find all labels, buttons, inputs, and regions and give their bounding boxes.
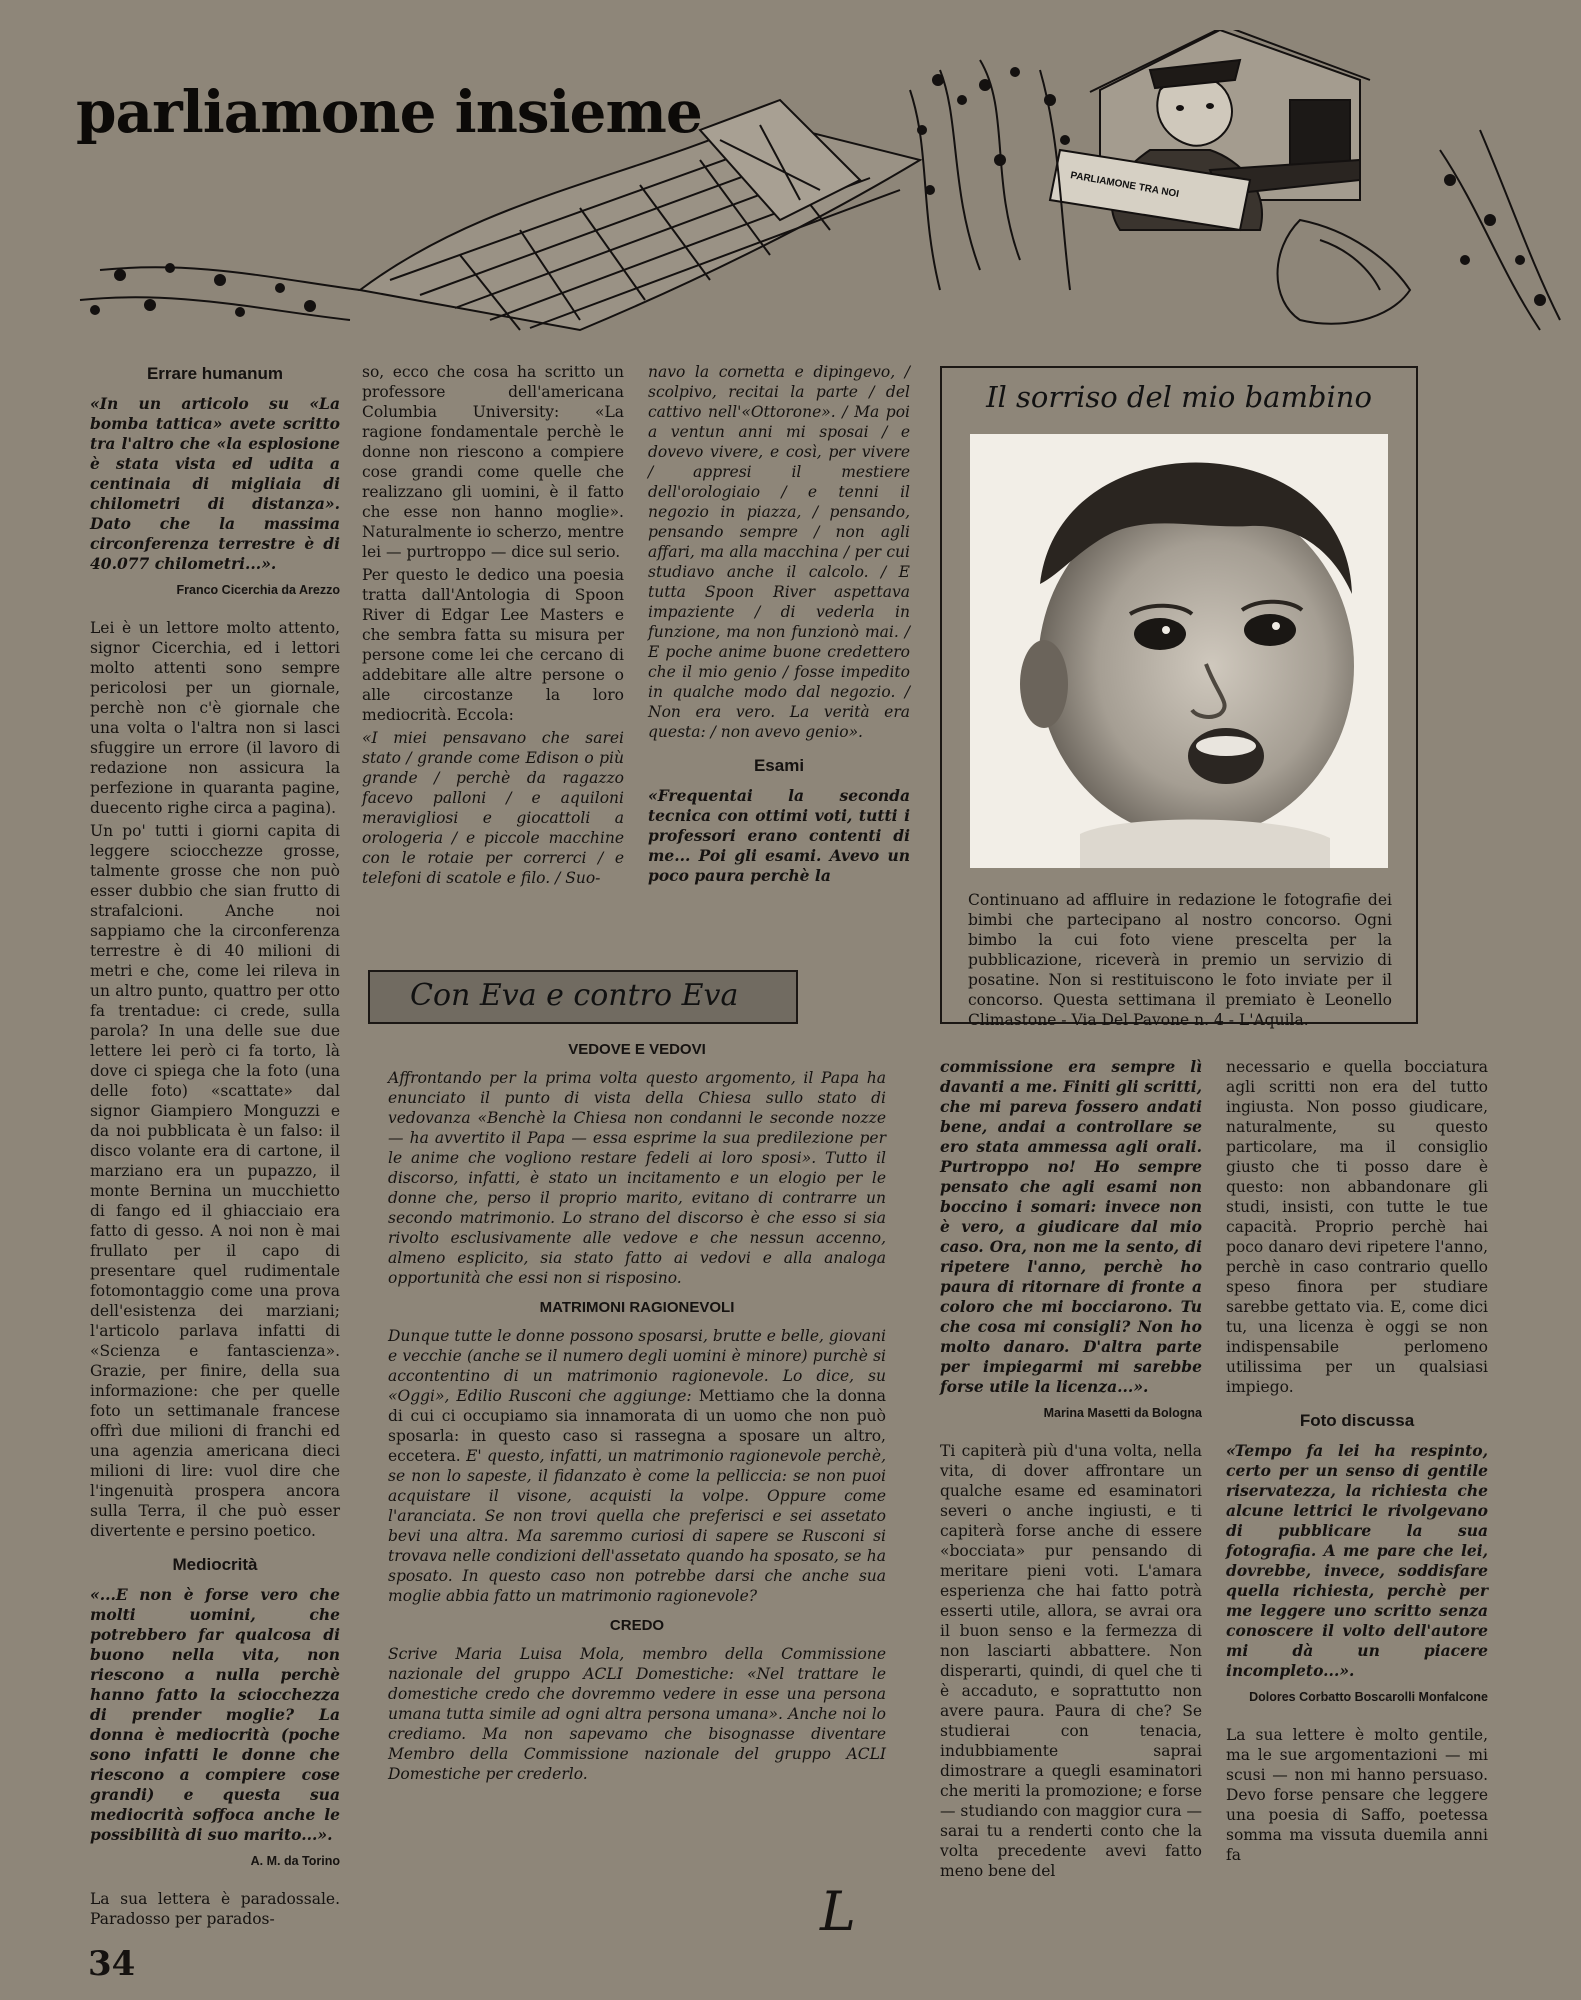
letter-foto: «Tempo fa lei ha respinto, certo per un senso di gentile riservatezza, la richiesta che alcune lettrici le rivolgevano di pubblicare la sua fotografia. A me pare che lei, dovrebbe, invece, soddisfare quella richiesta, perchè per me leggere uno scritto senza conoscere il volto dell'autore mi dà un piacere incompleto...». bbox=[1226, 1441, 1488, 1680]
letter-errare: «In un articolo su «La bomba tattica» avete scritto tra l'altro che «la esplosione è stata vista ed udita a centinaia di migliaia di chilometri di distanza». Dato che la massima circonferenza terrestre è di 40.077 chilometri...». bbox=[90, 394, 340, 573]
matrimoni-text-3: E' questo, infatti, un matrimonio ragionevole perchè, se non lo sapeste, il fidanzato è come la pelliccia: se non puoi acquistare il visone, acquisti la volpe. Oppure come l'aranciata. Se non trovi quella che preferisci e sei assetato bevi una altra. Ma saremmo curiosi di sapere se Rusconi si trovava nelle condizioni dell'assetato quando ha sposato, se ha sposato. In questo caso non potrebbe darsi che anche sua moglie abbia fatto un matrimonio ragionevole? bbox=[388, 1447, 886, 1605]
credo-text: Scrive Maria Luisa Mola, membro della Commissione nazionale del gruppo ACLI Domestiche: «Nel trattare le domestiche credo che dovremmo vedere in esse una persona umana tutta simile ad ogni altra persona umana». Anche noi lo crediamo. Ma non sapevamo che bisognasse diventare Membro della Commissione nazionale del gruppo ACLI Domestiche per crederlo. bbox=[388, 1645, 886, 1783]
signature-esami: Marina Masetti da Bologna bbox=[1043, 1406, 1202, 1420]
eva-banner-title: Con Eva e contro Eva bbox=[410, 978, 739, 1013]
column-5 bbox=[1226, 1057, 1488, 1868]
col2-text-2: Per questo le dedico una poesia tratta dall'Antologia di Spoon River di Edgar Lee Masters e che sembra fatta su misura per persone come lei che cercano di addebitare alle altre persone o alle circostanze la loro mediocrità. Eccola: bbox=[362, 566, 624, 724]
section-title: parliamone insieme bbox=[76, 78, 702, 146]
column-1 bbox=[90, 364, 340, 1932]
heading-vedove: VEDOVE E VEDOVI bbox=[568, 1041, 706, 1058]
reply-errare-2: Un po' tutti i giorni capita di leggere sciocchezze grosse, talmente grosse che non può esser dubbio che sian frutto di strafalcioni. Anche noi sappiamo che la circonferenza terrestre è di 40 milioni di metri e che, come lei rileva in un altro punto, quattro per otto fa trentadue: ci crede, sulla parola? In una delle sue due lettere lei però ci fa torto, là dove ci spiega che la foto (una delle foto) «scattate» dal signor Giampiero Monguzzi e da noi pubblicata è un falso: il disco volante era di cartone, il marziano era un pupazzo, il monte Bernina un mucchietto di fango ed il ghiacciaio era fatto di gesso. A noi non è mai frullato per il capo di presentare quel rudimentale fotomontaggio come una prova dell'esistenza dei marziani; l'articolo parlava infatti di «Scienza e fantascienza». Grazie, per finire, della sua informazione: che per quelle foto un settimanale francese offrì due milioni di franchi ed una agenzia americana dieci milioni di lire: vuol dire che l'ingenuità prospera ancora sulla Terra, il che può esser divertente e persino poetico. bbox=[90, 822, 340, 1540]
signature-errare: Franco Cicerchia da Arezzo bbox=[176, 583, 340, 597]
signature-mediocrita: A. M. da Torino bbox=[250, 1854, 340, 1868]
heading-foto: Foto discussa bbox=[1299, 1411, 1415, 1430]
reply-mediocrita: La sua lettera è paradossale. Paradosso per parados- bbox=[90, 1890, 340, 1928]
heading-esami: Esami bbox=[753, 756, 805, 775]
vedove-text: Affrontando per la prima volta questo argomento, il Papa ha enunciato il punto di vista della Chiesa sullo stato di vedovanza «Benchè la Chiesa non condanni le seconde nozze — ha avvertito il Papa — essa esprime la sua predilezione per le anime che vogliono restare fedeli ai loro sposi». Tutto il discorso, infatti, è stato un incitamento e un elogio per le donne che, perso il proprio marito, evitano di contrarre un secondo matrimonio. Lo strano del discorso è che esso si sia rivolto esclusivamente alle vedove e che nessun accenno, almeno esplicito, sia stato fatto ai vedovi e alla analoga opportunità che essi non si risposino. bbox=[388, 1069, 886, 1287]
masthead bbox=[60, 30, 1581, 350]
column-2 bbox=[362, 362, 624, 891]
eva-banner bbox=[368, 970, 798, 1024]
letter-esami: «Frequentai la seconda tecnica con ottimi voti, tutti i professori erano contenti di me... Poi gli esami. Avevo un poco paura perchè la bbox=[648, 786, 910, 885]
editor-signature: L bbox=[820, 1880, 856, 1943]
eva-section bbox=[388, 1040, 886, 1787]
spoon-river-poem: «I miei pensavano che sarei stato / grande come Edison o più grande / perchè da ragazzo facevo palloni / e aquiloni meravigliosi e giocattoli a orologeria / e piccole macchine con le rotaie per correrci / e telefoni di scatole e filo. / Suo- bbox=[362, 729, 624, 887]
spoon-river-poem-cont: navo la cornetta e dipingevo, / scolpivo, recitai la parte / del cattivo nell'«Ottorone». / Ma poi a ventun anni mi sposai / e dovevo vivere, e così, per vivere / appresi il mestiere dell'orologiaio / e tenni il negozio in piazza, / pensando, pensando sempre / non agli affari, ma alla macchina / per cui studiavo anche il calcolo. / E tutta Spoon River aspettava impaziente / di vederla in funzione, ma non funzionò mai. / E poche anime buone credettero che il mio genio / fosse impedito in qualche modo dal negozio. / Non era vero. La verità era questa: / non avevo genio». bbox=[648, 363, 910, 741]
sign-text: PARLIAMONE TRA NOI bbox=[1069, 170, 1180, 201]
signature-foto: Dolores Corbatto Boscarolli Monfalcone bbox=[1249, 1690, 1488, 1704]
letter-esami-cont: commissione era sempre lì davanti a me. Finiti gli scritti, che mi pareva fossero andati bene, andai a controllare se ero stata ammessa agli orali. Purtroppo no! Ho sempre pensato che agli esami non boccino i somari: invece non è vero, a giudicare dal mio caso. Ora, non me la sento, di ripetere l'anno, perchè ho paura di ritornare di fronte a coloro che mi bocciarono. Tu che cosa mi consigli? Non ho molto danaro. D'altra parte per impiegarmi mi sarebbe forse utile la licenza...». bbox=[940, 1057, 1202, 1396]
matrimoni-text-1: Dunque tutte le donne possono sposarsi, brutte e belle, giovani e vecchie (anche se il numero degli uomini è minore) purchè si accontentino di un matrimonio ragionevole. Lo dice, su «Oggi», Edilio Rusconi che aggiunge: bbox=[388, 1327, 887, 1405]
reply-esami-cont: necessario e quella bocciatura agli scritti non era del tutto ingiusta. Non posso giudicare, naturalmente, su questo particolare, ma il consiglio giusto che ti posso dare è questo: non abbandonare gli studi, insisti, con tutte le tue capacità. Proprio perchè hai poco danaro devi ripetere l'anno, perchè in caso contrario quello speso finora per studiare sarebbe gettato via. E, come dici tu, una licenza è oggi se non indispensabile perlomeno utilissima per un qualsiasi impiego. bbox=[1226, 1058, 1488, 1396]
heading-matrimoni: MATRIMONI RAGIONEVOLI bbox=[539, 1299, 735, 1316]
photo-caption: Continuano ad affluire in redazione le fotografie dei bimbi che partecipano al nostro concorso. Ogni bimbo la cui foto viene prescelta per la pubblicazione, riceverà in premio un servizio di posatine. Non si restituiscono le foto inviate per il concorso. Questa settimana il premiato è Leonello Climastone - Via Del Pavone n. 4 - L'Aquila. bbox=[968, 891, 1392, 1029]
column-4 bbox=[940, 1057, 1202, 1884]
child-portrait-image bbox=[970, 434, 1388, 868]
heading-mediocrita: Mediocrità bbox=[172, 1555, 258, 1574]
photo-contest-box bbox=[940, 366, 1418, 1029]
reply-esami: Ti capiterà più d'una volta, nella vita, di dover affrontare un qualche esame ed esaminatori severi o anche ingiusti, e ti capiterà forse anche di essere «bocciata» pur pensando di meritare pieni voti. L'amara esperienza che hai fatto potrà esserti utile, allora, se avrai ora il buon senso e la fermezza di non lasciarti abbattere. Non disperarti, quindi, di quel che ti è accaduto, e soprattutto non avere paura. Paura di che? Se studierai con tenacia, indubbiamente saprai dimostrare a quegli esaminatori che meriti la promozione; e forse — studiando con maggior cura — sarai tu a renderti conto che la volta precedente avevi fatto meno bene del bbox=[940, 1442, 1202, 1880]
photo-title: Il sorriso del mio bambino bbox=[986, 380, 1372, 414]
letter-mediocrita: «...E non è forse vero che molti uomini, che potrebbero far qualcosa di buono nella vita, non riescono a nulla perchè hanno fatto la sciocchezza di prender moglie? La donna è mediocrità (poche sono infatti le donne che riescono a compiere cose grandi) e questa sua mediocrità soffoca anche le possibilità di suo marito...». bbox=[90, 1585, 340, 1844]
column-3 bbox=[648, 362, 910, 889]
page-number: 34 bbox=[88, 1944, 136, 1984]
matrimoni-quote: Mettiamo che la donna di cui ci occupiamo sia innamorata di un uomo che non può sposarla: in questo caso si rassegna a sposare un altro, eccetera. bbox=[388, 1387, 886, 1465]
col2-text-1: so, ecco che cosa ha scritto un professore dell'americana Columbia University: «La ragione fondamentale perchè le donne non riescono a compiere cose grandi come quelle che realizzano gli uomini, è il fatto che esse non hanno moglie». Naturalmente io scherzo, mentre lei — purtroppo — dice sul serio. bbox=[362, 363, 624, 561]
heading-errare: Errare humanum bbox=[146, 364, 284, 383]
reply-errare-1: Lei è un lettore molto attento, signor Cicerchia, ed i lettori molto attenti sono sempre pericolosi per un giornale, perchè non c'è giornale che una volta o l'altra non si lasci sfuggire un errore (il lavoro di redazione non assicura la perfezione in quaranta pagine, duecento righe circa a pagina). bbox=[90, 619, 340, 817]
heading-credo: CREDO bbox=[609, 1617, 665, 1634]
reply-foto: La sua lettere è molto gentile, ma le sue argomentazioni — mi scusi — non mi hanno persuaso. Devo forse pensare che leggere una poesia di Saffo, poetessa somma ma vissuta duemila anni fa bbox=[1226, 1726, 1488, 1864]
child-photo bbox=[970, 434, 1388, 868]
